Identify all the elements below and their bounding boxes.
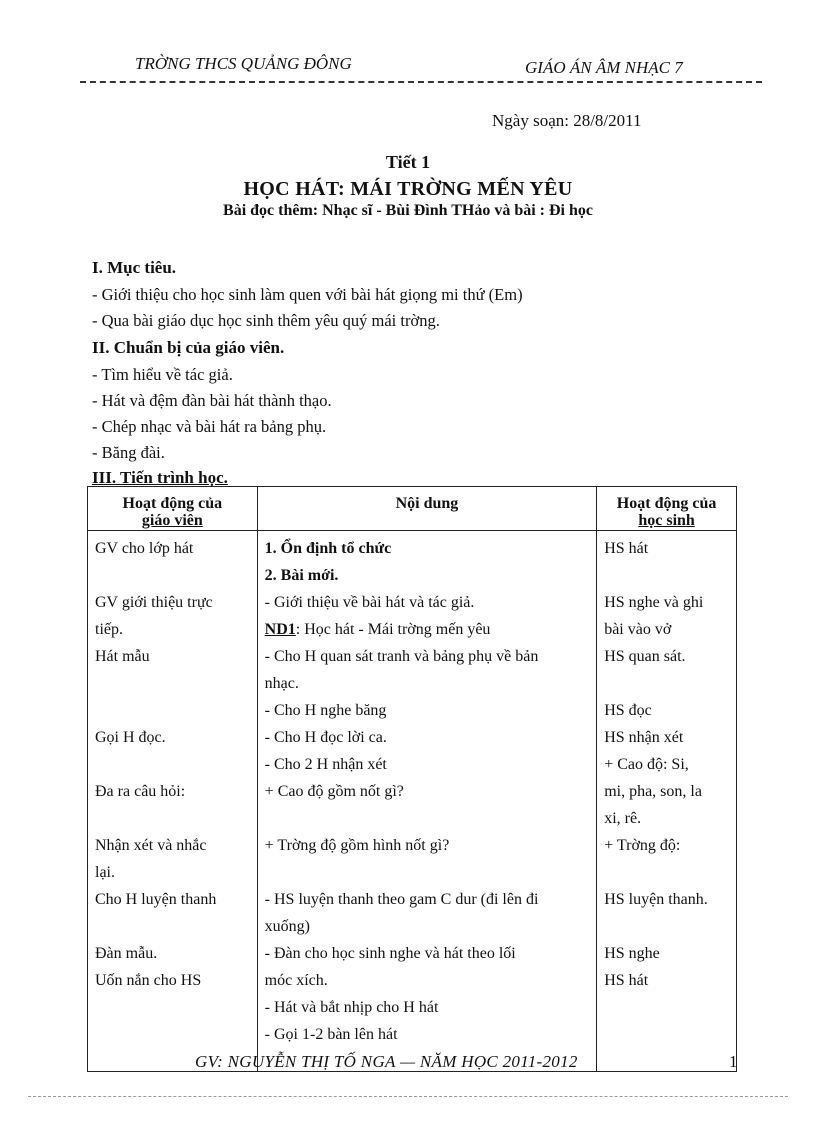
lesson-number: Tiết 1: [385, 152, 431, 172]
content-line: - Giới thiệu về bài hát và tác giả.: [264, 594, 475, 611]
student-line: HS đọc: [604, 702, 652, 719]
preparation-item: - Chép nhạc và bài hát ra bảng phụ.: [92, 417, 327, 436]
teacher-line: lại.: [95, 864, 115, 881]
content-line: - Đàn cho học sinh nghe và hát theo lối: [264, 945, 516, 962]
student-line: HS nghe và ghi: [604, 594, 704, 611]
content-line: ND1: Học hát - Mái trờng mến yêu: [264, 621, 491, 638]
content-line: 1. Ổn định tổ chức: [264, 540, 392, 557]
page-header: [135, 54, 715, 78]
student-line: xi, rê.: [604, 810, 642, 827]
teacher-line: [95, 913, 251, 940]
student-line: [604, 1021, 730, 1048]
header-divider: [80, 81, 762, 83]
teacher-line: GV cho lớp hát: [95, 540, 194, 557]
teacher-activity-header: Hoạt động của giáo viên: [88, 487, 258, 531]
teacher-line: [95, 751, 251, 778]
teacher-line: [95, 562, 251, 589]
content-header: Nội dung: [257, 487, 597, 531]
student-line: HS nhận xét: [604, 729, 684, 746]
teacher-line: [95, 670, 251, 697]
teacher-line: GV giới thiệu trực: [95, 594, 213, 611]
preparation-item: - Băng đài.: [92, 443, 165, 462]
section-process-heading: III. Tiến trình học.: [92, 468, 228, 487]
student-line: [604, 562, 730, 589]
lesson-title: HỌC HÁT: MÁI TRỜNG MẾN YÊU: [243, 178, 573, 200]
content-column: [257, 531, 597, 1072]
content-line: - Cho H đọc lời ca.: [264, 729, 387, 746]
teacher-line: tiếp.: [95, 621, 123, 638]
student-line: HS hát: [604, 972, 649, 989]
content-line: - Cho H quan sát tranh và bảng phụ về bản: [264, 648, 539, 665]
content-line: [265, 805, 591, 832]
teacher-line: Cho H luyện thanh: [95, 891, 217, 908]
content-line: - Gọi 1-2 bàn lên hát: [264, 1026, 398, 1043]
content-line: + Trờng độ gồm hình nốt gì?: [264, 837, 450, 854]
student-line: [604, 994, 730, 1021]
student-line: + Cao độ: Si,: [604, 756, 689, 773]
page-number: 1: [729, 1052, 738, 1071]
teacher-line: [95, 994, 251, 1021]
student-line: [604, 859, 730, 886]
section-preparation-heading: II. Chuẩn bị của giáo viên.: [92, 338, 285, 357]
content-line: xuống): [264, 918, 310, 935]
teacher-line: [95, 697, 251, 724]
teacher-line: [95, 1021, 251, 1048]
student-line: mi, pha, son, la: [604, 783, 702, 800]
content-line: móc xích.: [264, 972, 328, 989]
teacher-line: Đa ra câu hỏi:: [95, 783, 186, 800]
preparation-item: - Tìm hiểu về tác giả.: [92, 365, 233, 384]
lesson-process-table: [87, 486, 737, 1072]
student-line: [604, 913, 730, 940]
school-name: TRỜNG THCS QUẢNG ĐÔNG: [135, 54, 352, 73]
student-line: bài vào vở: [604, 621, 672, 638]
footer-divider: [28, 1096, 788, 1097]
teacher-line: [95, 805, 251, 832]
teacher-line: Nhận xét và nhắc: [95, 837, 207, 854]
content-label-nd1: ND1: [264, 621, 296, 638]
table-header-row: [88, 487, 737, 531]
objective-item: - Qua bài giáo dục học sinh thêm yêu quý mái trờng.: [92, 311, 440, 330]
content-line: - Cho H nghe băng: [264, 702, 387, 719]
preparation-date: Ngày soạn: 28/8/2011: [492, 111, 642, 130]
student-line: HS luyện thanh.: [604, 891, 708, 908]
student-line: HS quan sát.: [604, 648, 686, 665]
table-body-row: [88, 531, 737, 1072]
content-line: [265, 859, 591, 886]
subject-name: GIÁO ÁN ÂM NHẠC 7: [525, 58, 683, 77]
teacher-line: Uốn nắn cho HS: [95, 972, 202, 989]
student-line: HS hát: [604, 540, 649, 557]
teacher-line: Đàn mẫu.: [95, 945, 158, 962]
teacher-line: Gọi H đọc.: [95, 729, 166, 746]
content-line: - Hát và bắt nhịp cho H hát: [264, 999, 439, 1016]
student-line: HS nghe: [604, 945, 660, 962]
student-activity-column: [597, 531, 737, 1072]
section-objectives-heading: I. Mục tiêu.: [92, 258, 177, 277]
student-line: [604, 670, 730, 697]
content-line: + Cao độ gồm nốt gì?: [264, 783, 404, 800]
preparation-item: - Hát và đệm đàn bài hát thành thạo.: [92, 391, 332, 410]
teacher-line: Hát mẫu: [95, 648, 150, 665]
student-line: + Trờng độ:: [604, 837, 681, 854]
content-line: nhạc.: [264, 675, 299, 692]
student-activity-header: Hoạt động của học sinh: [597, 487, 737, 531]
content-line: 2. Bài mới.: [264, 567, 339, 584]
lesson-subtitle: Bài đọc thêm: Nhạc sĩ - Bùi Đình THảo và bài : Đi học: [223, 202, 593, 219]
teacher-activity-column: [88, 531, 258, 1072]
content-line: - Cho 2 H nhận xét: [264, 756, 387, 773]
content-line: - HS luyện thanh theo gam C dur (đi lên đi: [264, 891, 539, 908]
page-footer: GV: NGUYỄN THỊ TỐ NGA — NĂM HỌC 2011-2012: [195, 1052, 578, 1071]
objective-item: - Giới thiệu cho học sinh làm quen với bài hát giọng mi thứ (Em): [92, 285, 523, 304]
